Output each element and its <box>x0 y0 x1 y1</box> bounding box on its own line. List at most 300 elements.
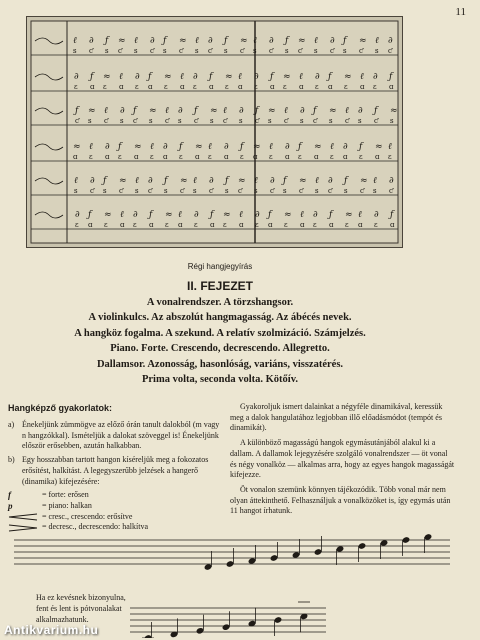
svg-text:≈: ≈ <box>149 106 157 116</box>
topic-line: A hangköz fogalma. A szekund. A relatív szolmizáció. Számjelzés. <box>74 327 366 339</box>
forte-symbol: f <box>8 490 11 501</box>
svg-text:∂: ∂ <box>150 36 155 46</box>
svg-text:ɑ: ɑ <box>88 221 93 229</box>
svg-text:≈: ≈ <box>284 210 292 220</box>
svg-text:ƒ: ƒ <box>255 106 259 116</box>
svg-text:ƈ: ƈ <box>194 117 198 125</box>
svg-text:ɑ: ɑ <box>314 153 319 161</box>
svg-text:≈: ≈ <box>103 72 111 82</box>
svg-text:≈: ≈ <box>223 210 231 220</box>
dynamics-legend-row <box>8 512 222 523</box>
svg-text:≈: ≈ <box>88 106 96 116</box>
svg-text:≈: ≈ <box>345 210 353 220</box>
svg-text:ɛ: ɛ <box>283 83 287 91</box>
svg-text:ℓ: ℓ <box>73 36 77 46</box>
svg-text:ɑ: ɑ <box>224 153 229 161</box>
svg-text:ƈ: ƈ <box>90 187 94 195</box>
svg-text:ℓ: ℓ <box>180 72 184 82</box>
svg-text:ɛ: ɛ <box>374 221 378 229</box>
figure-caption: Régi hangjegyírás <box>187 262 253 271</box>
svg-text:ℓ: ℓ <box>388 142 392 152</box>
svg-text:∂: ∂ <box>285 142 290 152</box>
svg-text:ɛ: ɛ <box>223 221 227 229</box>
svg-text:ƒ: ƒ <box>283 176 287 186</box>
svg-text:≈: ≈ <box>134 142 142 152</box>
svg-text:≈: ≈ <box>375 142 383 152</box>
svg-text:∂: ∂ <box>270 176 275 186</box>
svg-text:ꜱ: ꜱ <box>195 47 199 55</box>
svg-text:ƈ: ƈ <box>313 117 317 125</box>
svg-text:≈: ≈ <box>195 142 203 152</box>
svg-text:ƒ: ƒ <box>163 36 167 46</box>
svg-text:ƈ: ƈ <box>165 117 169 125</box>
svg-text:ƈ: ƈ <box>360 187 364 195</box>
svg-text:ꜱ: ꜱ <box>135 187 139 195</box>
svg-text:∂: ∂ <box>313 210 318 220</box>
svg-text:∂: ∂ <box>300 106 305 116</box>
chapter-topics <box>10 295 430 387</box>
svg-text:ƈ: ƈ <box>374 117 378 125</box>
svg-text:∂: ∂ <box>315 72 320 82</box>
svg-text:ꜱ: ꜱ <box>375 47 379 55</box>
svg-text:ɑ: ɑ <box>328 83 333 91</box>
svg-text:ꜱ: ꜱ <box>163 47 167 55</box>
svg-text:ɛ: ɛ <box>208 153 212 161</box>
svg-text:ƒ: ƒ <box>75 106 79 116</box>
svg-text:ɑ: ɑ <box>73 153 78 161</box>
svg-text:≈: ≈ <box>299 176 307 186</box>
svg-text:∂: ∂ <box>120 106 125 116</box>
svg-text:ℓ: ℓ <box>373 176 377 186</box>
svg-text:ꜱ: ꜱ <box>315 187 319 195</box>
exercise-marker: b) <box>8 455 15 465</box>
svg-text:≈: ≈ <box>238 176 246 186</box>
svg-text:ƒ: ƒ <box>313 106 317 116</box>
svg-text:ɑ: ɑ <box>148 83 153 91</box>
svg-text:ɛ: ɛ <box>165 221 169 229</box>
svg-text:ɛ: ɛ <box>344 83 348 91</box>
svg-text:ꜱ: ꜱ <box>74 187 78 195</box>
svg-text:ɑ: ɑ <box>195 153 200 161</box>
svg-text:∂: ∂ <box>133 210 138 220</box>
legend-text: = decresc., decrescendo: halkítva <box>42 522 149 532</box>
svg-text:∂: ∂ <box>373 72 378 82</box>
svg-text:ꜱ: ꜱ <box>343 47 347 55</box>
svg-text:ƒ: ƒ <box>389 72 393 82</box>
svg-text:≈: ≈ <box>104 210 112 220</box>
svg-text:≈: ≈ <box>73 142 81 152</box>
theory-paragraph: A különböző magasságú hangok egymásutánjából alakul ki a dallam. A dallamok lejegyzésére szolgáló vonalrendszer — öt vonal és négy vonalköz — alkalmas arra, hogy az egyes hangok magasságát kifejezze. <box>230 438 455 480</box>
ledger-line-note: Ha ez kevésnek bizonyulna, fent és lent is pótvonalakat alkalmazhatunk. <box>36 593 126 624</box>
svg-text:∂: ∂ <box>358 106 363 116</box>
svg-text:ƒ: ƒ <box>329 210 333 220</box>
svg-text:≈: ≈ <box>344 72 352 82</box>
svg-text:ɑ: ɑ <box>178 221 183 229</box>
svg-text:ɛ: ɛ <box>315 83 319 91</box>
svg-text:ℓ: ℓ <box>284 106 288 116</box>
svg-text:ƒ: ƒ <box>240 142 244 152</box>
crescendo-hairpin-icon <box>8 513 42 521</box>
svg-text:ɑ: ɑ <box>285 153 290 161</box>
svg-text:ƒ: ƒ <box>105 36 109 46</box>
exercises-column <box>8 420 222 533</box>
svg-text:ƒ: ƒ <box>148 72 152 82</box>
svg-text:≈: ≈ <box>329 106 337 116</box>
svg-text:ɑ: ɑ <box>299 83 304 91</box>
svg-text:ℓ: ℓ <box>223 106 227 116</box>
exercise-item <box>8 455 222 487</box>
topic-line: Piano. Forte. Crescendo, decrescendo. Allegretto. <box>110 343 330 355</box>
legend-text: = cresc., crescendo: erősítve <box>42 511 133 521</box>
svg-text:ℓ: ℓ <box>238 72 242 82</box>
svg-text:ꜱ: ꜱ <box>193 187 197 195</box>
svg-text:ƒ: ƒ <box>268 210 272 220</box>
svg-text:ƈ: ƈ <box>119 187 123 195</box>
dynamics-legend-row <box>8 501 222 512</box>
svg-text:ƒ: ƒ <box>194 106 198 116</box>
ledger-lines-staff <box>128 598 328 638</box>
svg-text:∂: ∂ <box>163 142 168 152</box>
svg-text:ℓ: ℓ <box>299 72 303 82</box>
svg-text:ℓ: ℓ <box>195 36 199 46</box>
svg-text:∂: ∂ <box>105 142 110 152</box>
svg-text:ɑ: ɑ <box>239 221 244 229</box>
svg-text:ɛ: ɛ <box>373 83 377 91</box>
svg-text:ɛ: ɛ <box>135 83 139 91</box>
svg-text:ɛ: ɛ <box>359 153 363 161</box>
svg-text:ɑ: ɑ <box>105 153 110 161</box>
svg-text:≈: ≈ <box>360 176 368 186</box>
svg-text:ɑ: ɑ <box>300 221 305 229</box>
svg-text:ꜱ: ꜱ <box>224 47 228 55</box>
svg-text:ƒ: ƒ <box>359 142 363 152</box>
svg-text:∂: ∂ <box>90 176 95 186</box>
exercise-marker: a) <box>8 420 15 429</box>
svg-text:ƈ: ƈ <box>179 47 183 55</box>
svg-text:ɑ: ɑ <box>90 83 95 91</box>
svg-text:≈: ≈ <box>179 36 187 46</box>
svg-text:ꜱ: ꜱ <box>253 47 257 55</box>
svg-text:∂: ∂ <box>89 36 94 46</box>
svg-text:ƒ: ƒ <box>179 142 183 152</box>
topic-line: Dallamsor. Azonosság, hasonlóság, variáns, visszatérés. <box>96 358 344 370</box>
svg-text:ƒ: ƒ <box>374 106 378 116</box>
svg-text:ɛ: ɛ <box>118 153 122 161</box>
svg-text:∂: ∂ <box>254 72 259 82</box>
svg-text:ƒ: ƒ <box>164 176 168 186</box>
svg-text:ƈ: ƈ <box>75 117 79 125</box>
svg-text:ɛ: ɛ <box>89 153 93 161</box>
svg-text:ƈ: ƈ <box>238 187 242 195</box>
svg-text:ƒ: ƒ <box>224 36 228 46</box>
svg-text:ƒ: ƒ <box>285 36 289 46</box>
legend-text: = forte: erősen <box>42 490 89 500</box>
svg-text:∂: ∂ <box>209 176 214 186</box>
svg-text:ℓ: ℓ <box>269 142 273 152</box>
svg-text:ɛ: ɛ <box>164 83 168 91</box>
svg-text:ƈ: ƈ <box>345 117 349 125</box>
svg-text:ƈ: ƈ <box>269 47 273 55</box>
svg-text:ɛ: ɛ <box>313 221 317 229</box>
svg-text:∂: ∂ <box>343 142 348 152</box>
svg-text:≈: ≈ <box>390 106 398 116</box>
svg-text:≈: ≈ <box>268 106 276 116</box>
svg-text:ℓ: ℓ <box>254 176 258 186</box>
svg-text:ɑ: ɑ <box>209 83 214 91</box>
svg-text:ƈ: ƈ <box>133 117 137 125</box>
svg-text:∂: ∂ <box>194 210 199 220</box>
exercise-text: Énekeljünk zümmögve az előző órán tanult dalokból (m vagy n hangzókkal). Ismételjük a dalokat szöveggel is! Énekeljünk először erősebben, azután halkabban. <box>22 420 220 451</box>
old-notation-drawing <box>27 17 402 247</box>
svg-text:≈: ≈ <box>164 72 172 82</box>
svg-text:ƒ: ƒ <box>88 210 92 220</box>
svg-text:ƒ: ƒ <box>209 72 213 82</box>
svg-text:ꜱ: ꜱ <box>373 187 377 195</box>
svg-text:ℓ: ℓ <box>119 72 123 82</box>
svg-text:∂: ∂ <box>135 72 140 82</box>
svg-text:ƒ: ƒ <box>390 210 394 220</box>
svg-text:ɛ: ɛ <box>193 83 197 91</box>
svg-text:ƈ: ƈ <box>389 187 393 195</box>
svg-text:ƈ: ƈ <box>328 187 332 195</box>
svg-text:ɛ: ɛ <box>133 221 137 229</box>
svg-text:ƒ: ƒ <box>149 210 153 220</box>
svg-text:∂: ∂ <box>255 210 260 220</box>
svg-text:ƒ: ƒ <box>103 176 107 186</box>
svg-text:ɛ: ɛ <box>388 153 392 161</box>
svg-text:ɑ: ɑ <box>390 221 395 229</box>
svg-text:∂: ∂ <box>328 176 333 186</box>
svg-text:ɑ: ɑ <box>180 83 185 91</box>
chapter-title: II. FEJEZET <box>186 279 253 293</box>
svg-text:ꜱ: ꜱ <box>105 47 109 55</box>
svg-text:≈: ≈ <box>253 142 261 152</box>
eleven-notes-staff <box>12 526 452 582</box>
svg-text:ℓ: ℓ <box>120 210 124 220</box>
svg-text:ɛ: ɛ <box>254 83 258 91</box>
svg-text:∂: ∂ <box>148 176 153 186</box>
svg-text:ɛ: ɛ <box>179 153 183 161</box>
svg-text:ƒ: ƒ <box>133 106 137 116</box>
exercises-heading: Hangképző gyakorlatok: <box>8 403 113 413</box>
svg-text:ɑ: ɑ <box>375 153 380 161</box>
svg-text:ꜱ: ꜱ <box>344 187 348 195</box>
svg-text:ɑ: ɑ <box>329 221 334 229</box>
svg-text:ꜱ: ꜱ <box>178 117 182 125</box>
svg-text:ꜱ: ꜱ <box>225 187 229 195</box>
svg-text:ƈ: ƈ <box>118 47 122 55</box>
svg-text:≈: ≈ <box>314 142 322 152</box>
svg-text:ℓ: ℓ <box>330 142 334 152</box>
svg-text:ꜱ: ꜱ <box>73 47 77 55</box>
svg-text:ƈ: ƈ <box>148 187 152 195</box>
svg-text:ꜱ: ꜱ <box>390 117 394 125</box>
svg-text:ƒ: ƒ <box>90 72 94 82</box>
svg-text:ɑ: ɑ <box>149 221 154 229</box>
svg-text:ℓ: ℓ <box>178 210 182 220</box>
svg-text:ƒ: ƒ <box>328 72 332 82</box>
svg-text:ℓ: ℓ <box>239 210 243 220</box>
svg-text:ꜱ: ꜱ <box>268 117 272 125</box>
svg-text:ƈ: ƈ <box>180 187 184 195</box>
svg-text:ɑ: ɑ <box>358 221 363 229</box>
svg-text:∂: ∂ <box>74 72 79 82</box>
theory-paragraph: Öt vonalon szemünk könnyen tájékozódik. Több vonal már nem olyan áttekinthető. Felhasználjuk a vonalközöket is, így egymás után 11 hangot írhatunk. <box>230 484 451 516</box>
old-notation-figure <box>26 16 403 248</box>
svg-text:≈: ≈ <box>225 72 233 82</box>
svg-text:≈: ≈ <box>165 210 173 220</box>
svg-text:ƈ: ƈ <box>208 47 212 55</box>
svg-text:ƈ: ƈ <box>388 47 392 55</box>
svg-text:ꜱ: ꜱ <box>300 117 304 125</box>
svg-text:ɑ: ɑ <box>343 153 348 161</box>
svg-text:ꜱ: ꜱ <box>164 187 168 195</box>
svg-text:≈: ≈ <box>210 106 218 116</box>
svg-text:ƈ: ƈ <box>330 47 334 55</box>
svg-text:ɑ: ɑ <box>253 153 258 161</box>
svg-text:∂: ∂ <box>330 36 335 46</box>
svg-text:ƈ: ƈ <box>270 187 274 195</box>
watermark: Antikvarium.hu <box>4 623 99 637</box>
svg-text:ɛ: ɛ <box>255 221 259 229</box>
svg-text:ƈ: ƈ <box>255 117 259 125</box>
page-number: 11 <box>455 6 466 18</box>
svg-text:∂: ∂ <box>389 176 394 186</box>
piano-symbol: p <box>8 500 13 511</box>
svg-text:ƈ: ƈ <box>104 117 108 125</box>
svg-text:ꜱ: ꜱ <box>88 117 92 125</box>
svg-text:≈: ≈ <box>240 36 248 46</box>
svg-text:ꜱ: ꜱ <box>103 187 107 195</box>
svg-text:ƈ: ƈ <box>223 117 227 125</box>
svg-text:∂: ∂ <box>388 36 393 46</box>
svg-text:ɛ: ɛ <box>330 153 334 161</box>
svg-text:ɑ: ɑ <box>270 83 275 91</box>
svg-text:ꜱ: ꜱ <box>358 117 362 125</box>
svg-text:ɛ: ɛ <box>104 221 108 229</box>
svg-text:≈: ≈ <box>359 36 367 46</box>
theory-paragraph: Gyakoroljuk ismert dalainkat a négyféle dinamikával, keressük meg a dalok hangulatához legjobban illő előadásmódot (tempót és dinamikát). <box>230 402 443 433</box>
svg-text:ƒ: ƒ <box>270 72 274 82</box>
legend-text: = piano: halkan <box>42 500 92 510</box>
svg-text:ƒ: ƒ <box>210 210 214 220</box>
svg-text:ℓ: ℓ <box>253 36 257 46</box>
exercise-item <box>8 420 222 452</box>
svg-text:ꜱ: ꜱ <box>254 187 258 195</box>
theory-column <box>230 402 456 521</box>
svg-text:ƒ: ƒ <box>344 176 348 186</box>
svg-text:∂: ∂ <box>208 36 213 46</box>
svg-text:ƒ: ƒ <box>118 142 122 152</box>
svg-text:∂: ∂ <box>75 210 80 220</box>
svg-text:ɑ: ɑ <box>238 83 243 91</box>
svg-text:≈: ≈ <box>283 72 291 82</box>
svg-text:∂: ∂ <box>239 106 244 116</box>
svg-text:ƒ: ƒ <box>225 176 229 186</box>
svg-text:≈: ≈ <box>118 36 126 46</box>
svg-text:ℓ: ℓ <box>314 36 318 46</box>
svg-text:ɛ: ɛ <box>298 153 302 161</box>
svg-text:ℓ: ℓ <box>360 72 364 82</box>
svg-text:ƈ: ƈ <box>89 47 93 55</box>
svg-text:ɛ: ɛ <box>345 221 349 229</box>
svg-text:ɑ: ɑ <box>360 83 365 91</box>
exercise-text: Egy hosszabban tartott hangon kíséreljük meg a fokozatos erősítést, halkítást. A legegyszerűbb jelzések a hangerő (dinamika) kifejezésére: <box>22 455 209 486</box>
svg-text:ℓ: ℓ <box>315 176 319 186</box>
svg-text:ꜱ: ꜱ <box>149 117 153 125</box>
svg-text:ℓ: ℓ <box>134 36 138 46</box>
svg-text:ꜱ: ꜱ <box>283 187 287 195</box>
svg-text:ꜱ: ꜱ <box>329 117 333 125</box>
svg-text:ɑ: ɑ <box>120 221 125 229</box>
svg-text:ƈ: ƈ <box>284 117 288 125</box>
svg-text:ℓ: ℓ <box>300 210 304 220</box>
svg-text:∂: ∂ <box>193 72 198 82</box>
svg-text:ƈ: ƈ <box>298 47 302 55</box>
svg-text:ɛ: ɛ <box>75 221 79 229</box>
svg-text:ɛ: ɛ <box>74 83 78 91</box>
dynamics-legend-row <box>8 490 222 501</box>
svg-text:ƈ: ƈ <box>209 187 213 195</box>
svg-text:ɛ: ɛ <box>269 153 273 161</box>
svg-text:∂: ∂ <box>269 36 274 46</box>
svg-text:ƈ: ƈ <box>359 47 363 55</box>
svg-text:ƈ: ƈ <box>299 187 303 195</box>
svg-text:≈: ≈ <box>298 36 306 46</box>
svg-text:≈: ≈ <box>119 176 127 186</box>
svg-text:ƒ: ƒ <box>343 36 347 46</box>
svg-text:ꜱ: ꜱ <box>134 47 138 55</box>
svg-text:ℓ: ℓ <box>74 176 78 186</box>
svg-text:ℓ: ℓ <box>208 142 212 152</box>
svg-text:ƈ: ƈ <box>240 47 244 55</box>
svg-text:∂: ∂ <box>178 106 183 116</box>
svg-text:ɛ: ɛ <box>225 83 229 91</box>
svg-text:ɑ: ɑ <box>163 153 168 161</box>
topic-line: A violinkulcs. Az abszolút hangmagasság. Az ábécés nevek. <box>88 312 352 324</box>
svg-text:ɑ: ɑ <box>389 83 394 91</box>
svg-text:ℓ: ℓ <box>135 176 139 186</box>
svg-text:ɛ: ɛ <box>240 153 244 161</box>
svg-text:ℓ: ℓ <box>375 36 379 46</box>
svg-text:ɑ: ɑ <box>119 83 124 91</box>
svg-text:ꜱ: ꜱ <box>239 117 243 125</box>
topic-line: A vonalrendszer. A törzshangsor. <box>146 297 294 308</box>
svg-text:ꜱ: ꜱ <box>210 117 214 125</box>
svg-text:ℓ: ℓ <box>150 142 154 152</box>
svg-text:ƒ: ƒ <box>298 142 302 152</box>
topic-line: Prima volta, seconda volta. Kötőív. <box>141 374 299 386</box>
svg-text:ꜱ: ꜱ <box>120 117 124 125</box>
svg-text:ɑ: ɑ <box>134 153 139 161</box>
svg-text:ℓ: ℓ <box>165 106 169 116</box>
svg-text:ɑ: ɑ <box>268 221 273 229</box>
svg-text:ɑ: ɑ <box>210 221 215 229</box>
svg-text:ɛ: ɛ <box>150 153 154 161</box>
svg-text:ƈ: ƈ <box>150 47 154 55</box>
svg-text:∂: ∂ <box>224 142 229 152</box>
svg-text:ꜱ: ꜱ <box>285 47 289 55</box>
svg-text:ꜱ: ꜱ <box>314 47 318 55</box>
svg-text:ℓ: ℓ <box>89 142 93 152</box>
svg-text:ℓ: ℓ <box>358 210 362 220</box>
svg-text:ɛ: ɛ <box>103 83 107 91</box>
svg-text:≈: ≈ <box>180 176 188 186</box>
svg-text:ℓ: ℓ <box>104 106 108 116</box>
svg-text:∂: ∂ <box>374 210 379 220</box>
svg-text:ℓ: ℓ <box>345 106 349 116</box>
svg-text:ɛ: ɛ <box>194 221 198 229</box>
